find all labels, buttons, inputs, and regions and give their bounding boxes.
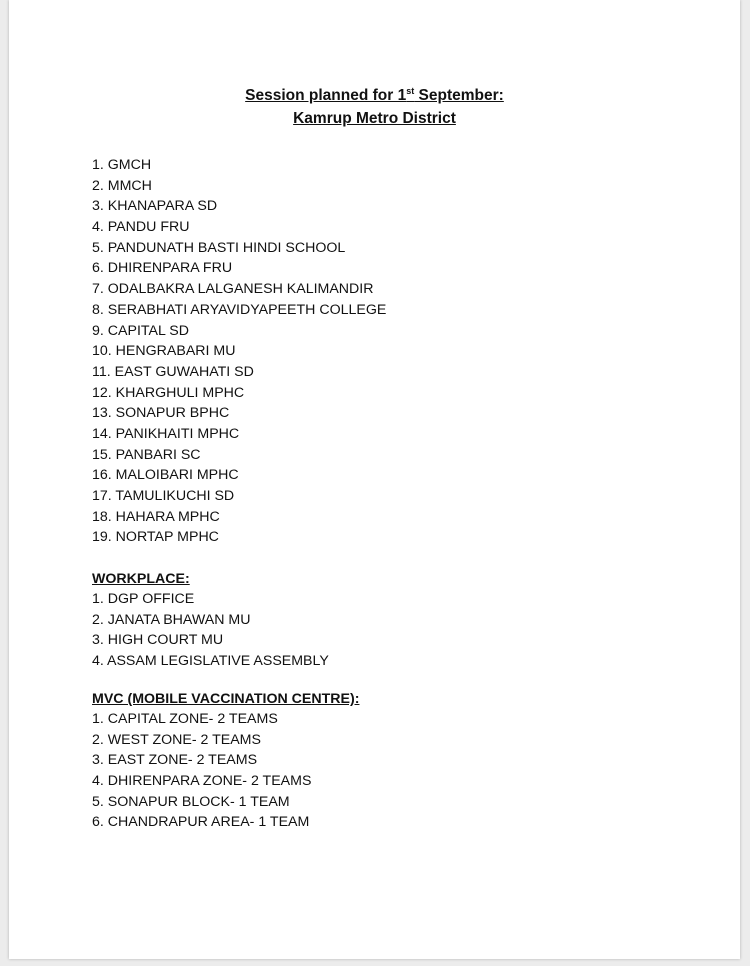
list-item: 19. NORTAP MPHC (92, 529, 219, 546)
mvc-list (92, 709, 311, 833)
list-item: 3. KHANAPARA SD (92, 198, 218, 215)
list-item: 4. DHIRENPARA ZONE- 2 TEAMS (92, 773, 312, 790)
workplace-list (92, 589, 329, 672)
list-item: 2. JANATA BHAWAN MU (92, 611, 251, 628)
list-item: 18. HAHARA MPHC (92, 508, 220, 525)
list-item: 5. PANDUNATH BASTI HINDI SCHOOL (92, 239, 346, 256)
list-item: 15. PANBARI SC (92, 446, 201, 463)
list-item: 2. MMCH (92, 177, 152, 194)
list-item: 12. KHARGHULI MPHC (92, 384, 245, 401)
list-item: 3. EAST ZONE- 2 TEAMS (92, 752, 258, 769)
list-item: 2. WEST ZONE- 2 TEAMS (92, 731, 261, 748)
list-item: 5. SONAPUR BLOCK- 1 TEAM (92, 793, 290, 810)
list-item: 7. ODALBAKRA LALGANESH KALIMANDIR (92, 281, 374, 298)
list-item: 4. ASSAM LEGISLATIVE ASSEMBLY (92, 653, 329, 670)
list-item: 9. CAPITAL SD (92, 322, 189, 339)
list-item: 6. CHANDRAPUR AREA- 1 TEAM (92, 814, 310, 831)
list-item: 14. PANIKHAITI MPHC (92, 425, 240, 442)
document-page (9, 0, 740, 959)
list-item: 16. MALOIBARI MPHC (92, 467, 239, 484)
document-title (9, 84, 740, 130)
list-item: 6. DHIRENPARA FRU (92, 260, 233, 277)
title-line-2: Kamrup Metro District (293, 110, 456, 127)
title-suffix: September: (414, 87, 504, 104)
list-item: 11. EAST GUWAHATI SD (92, 363, 254, 380)
title-superscript: st (406, 86, 415, 96)
list-item: 1. CAPITAL ZONE- 2 TEAMS (92, 711, 278, 727)
mvc-heading: MVC (MOBILE VACCINATION CENTRE): (92, 691, 360, 707)
list-item: 13. SONAPUR BPHC (92, 405, 230, 422)
title-prefix: Session planned for 1 (245, 87, 407, 104)
title-line-1 (245, 84, 504, 107)
session-list (92, 155, 386, 548)
list-item: 1. GMCH (92, 157, 152, 173)
list-item: 10. HENGRABARI MU (92, 343, 236, 360)
list-item: 8. SERABHATI ARYAVIDYAPEETH COLLEGE (92, 301, 387, 318)
list-item: 17. TAMULIKUCHI SD (92, 488, 235, 504)
workplace-heading: WORKPLACE: (92, 571, 190, 587)
list-item: 1. DGP OFFICE (92, 591, 195, 607)
list-item: 4. PANDU FRU (92, 219, 190, 236)
list-item: 3. HIGH COURT MU (92, 632, 224, 649)
